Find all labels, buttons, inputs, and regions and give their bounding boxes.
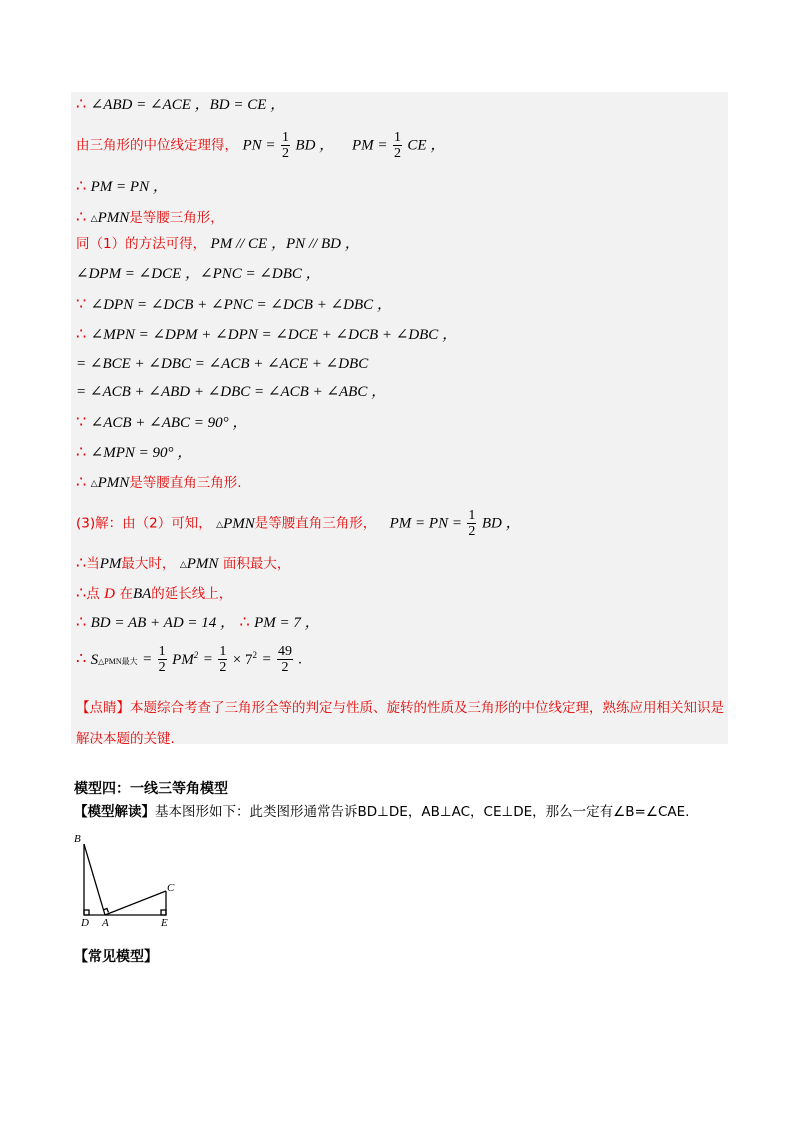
- solution-line-10: = ∠ACB + ∠ABD + ∠DBC = ∠ACB + ∠ABC ，: [76, 384, 387, 400]
- model-intro: [74, 800, 689, 820]
- right-angle-e: [161, 910, 166, 915]
- solution-line-9: = ∠BCE + ∠DBC = ∠ACB + ∠ACE + ∠DBC: [76, 356, 369, 372]
- solution-line-3: ∴ PM = PN ，: [76, 176, 168, 195]
- point-line: ∴点 D 在BA的延长线上，: [76, 583, 233, 602]
- solution-line-13: ∴ △PMN是等腰直角三角形.: [76, 472, 242, 491]
- solution-line-2: 由三角形的中位线定理得， PN = $\frac{1}{2}$ BD ， PM = $\frac{1}{2}$ CE ，: [76, 130, 446, 161]
- common-model-heading: 【常见模型】: [74, 949, 158, 965]
- model-intro-text: 基本图形如下：此类图形通常告诉BD⊥DE，AB⊥AC，CE⊥DE，那么一定有∠B=∠CAE.: [155, 804, 690, 820]
- bd-line: ∴ BD = AB + AD = 14 ， ∴ PM = 7 ，: [76, 612, 320, 631]
- part3-line: (3)解：由（2）可知， △PMN是等腰直角三角形， PM = PN = $\frac{1}{2}$ BD ，: [76, 508, 521, 539]
- label-c: C: [167, 882, 175, 894]
- solution-line-7: ∵ ∠DPN = ∠DCB + ∠PNC = ∠DCB + ∠DBC ，: [76, 294, 392, 313]
- model-figure: [70, 828, 185, 928]
- label-a: A: [102, 917, 109, 928]
- solution-line-8: ∴ ∠MPN = ∠DPM + ∠DPN = ∠DCE + ∠DCB + ∠DBC ，: [76, 324, 458, 343]
- segment-ac: [105, 891, 166, 915]
- solution-line-6: ∠DPM = ∠DCE ，∠PNC = ∠DBC ，: [76, 266, 321, 282]
- label-b: B: [74, 833, 81, 845]
- solution-line-11: ∵ ∠ACB + ∠ABC = 90° ，: [76, 412, 248, 431]
- right-angle-d: [84, 910, 89, 915]
- solution-line-4: ∴ △PMN是等腰三角形，: [76, 207, 224, 226]
- model-intro-label: 【模型解读】: [74, 804, 155, 820]
- label-e: E: [161, 917, 168, 928]
- key-point-note: 【点睛】本题综合考查了三角形全等的判定与性质、旋转的性质及三角形的中位线定理，熟练应用相关知识是解决本题的关键.: [76, 700, 724, 747]
- when-max-line: ∴当PM最大时， △PMN 面积最大，: [76, 553, 291, 572]
- area-line: ∴ S△PMN最大 = $\frac{1}{2}$ $PM^2$ = $\frac{1}{2}$ × $7^2$ = $\frac{49}{2}$ .: [76, 644, 303, 675]
- solution-line-5: 同（1）的方法可得， PM // CE ，PN // BD ，: [76, 236, 360, 252]
- label-d: D: [81, 917, 89, 928]
- solution-line-12: ∴ ∠MPN = 90° ，: [76, 442, 193, 461]
- model-title: 模型四：一线三等角模型: [74, 781, 228, 797]
- segment-ba: [84, 844, 105, 915]
- solution-line-1: ∴ ∠ABD = ∠ACE ，BD = CE ，: [76, 94, 286, 113]
